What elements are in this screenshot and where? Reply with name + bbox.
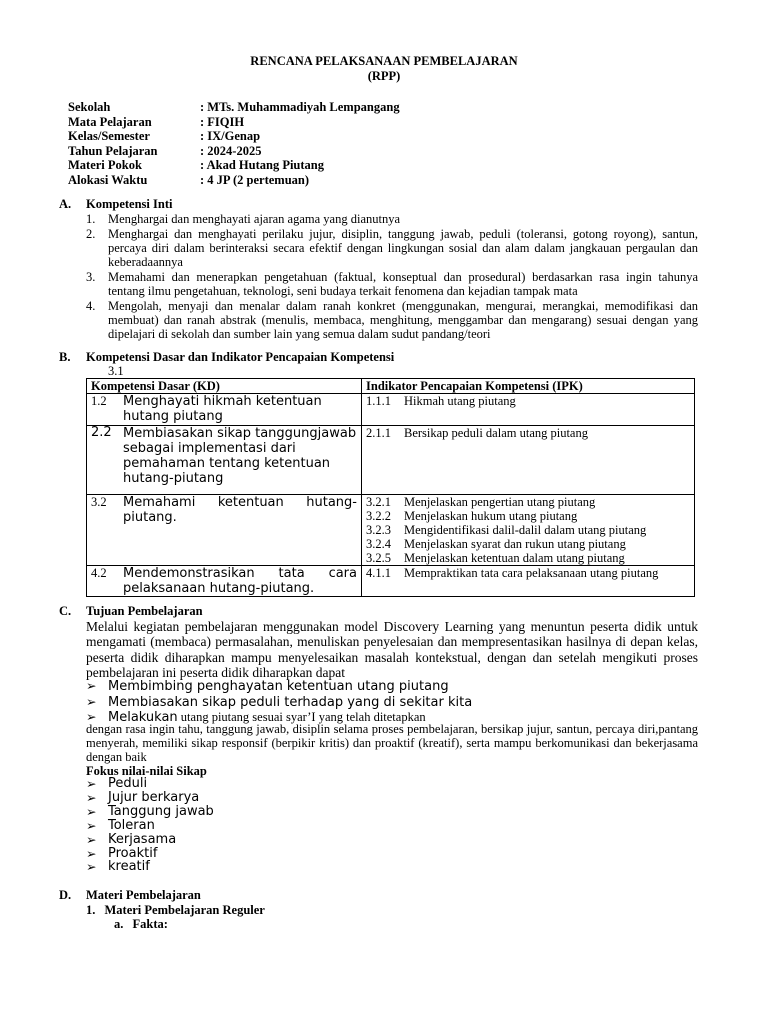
ipk-number: 2.1.1 (366, 425, 391, 440)
kd-number: 1.2 (91, 394, 107, 408)
kd-cell (87, 494, 362, 565)
info-value: : IX/Genap (200, 129, 261, 143)
section-d-heading (59, 888, 201, 902)
info-label: Tahun Pelajaran (68, 143, 158, 158)
arrow-bullet-icon: ➢ (86, 845, 97, 861)
info-row (68, 129, 400, 144)
info-label: Sekolah (68, 100, 111, 114)
kd-ipk-table (86, 378, 695, 597)
doc-title: RENCANA PELAKSANAAN PEMBELAJARAN (250, 54, 518, 68)
kd-number: 3.2 (91, 494, 107, 509)
ipk-number: 3.2.4 (366, 536, 391, 551)
kd-text: Membiasakan sikap tanggungjawab sebagai implementasi dari pemahaman tentang ketentuan hutang-piutang (123, 425, 357, 487)
section-title: Tujuan Pembelajaran (86, 604, 203, 618)
table-row (87, 425, 695, 494)
info-row (68, 144, 400, 159)
ipk-cell (362, 425, 695, 494)
value-text: kreatif (108, 859, 150, 875)
info-row (68, 173, 400, 188)
ipk-number: 3.2.3 (366, 522, 391, 537)
goal-text: Membiasakan sikap peduli terhadap yang di sekitar kita (108, 694, 473, 710)
subsection-1 (86, 903, 265, 917)
kd-cell (87, 565, 362, 597)
section-letter: B. (59, 350, 71, 364)
ipk-number: 3.2.1 (366, 494, 391, 509)
ipk-text: Bersikap peduli dalam utang piutang (404, 425, 588, 440)
kd-text: Menghayati hikmah ketentuan hutang piutang (123, 394, 322, 425)
section-title: Materi Pembelajaran (86, 888, 201, 902)
goal-text: Melakukan (108, 710, 178, 726)
arrow-bullet-icon: ➢ (86, 831, 97, 847)
subsection-letter: a. (114, 917, 124, 931)
list-item (86, 833, 214, 847)
ipk-text: Menjelaskan hukum utang piutang (404, 508, 578, 523)
list-item (86, 695, 472, 711)
arrow-bullet-icon: ➢ (86, 803, 97, 819)
ipk-text: Menjelaskan pengertian utang piutang (404, 494, 596, 509)
list-item (86, 212, 698, 226)
info-value: : 2024-2025 (200, 143, 262, 158)
value-text: Tanggung jawab (108, 803, 214, 819)
info-value: : MTs. Muhammadiyah Lempangang (200, 100, 400, 114)
arrow-bullet-icon: ➢ (86, 693, 97, 709)
list-item (86, 679, 472, 695)
ipk-text: Menjelaskan syarat dan rukun utang piutang (404, 536, 626, 551)
info-label: Mata Pelajaran (68, 114, 152, 129)
list-item (86, 777, 214, 791)
ipk-cell (362, 494, 695, 565)
table-row (87, 394, 695, 426)
info-value: : FIQIH (200, 114, 245, 129)
ipk-text: Hikmah utang piutang (404, 394, 516, 408)
arrow-bullet-icon: ➢ (86, 709, 97, 725)
list-item (86, 847, 214, 861)
info-row (68, 158, 400, 173)
ipk-cell (362, 565, 695, 597)
stray-number: 3.1 (108, 364, 124, 378)
section-title: Kompetensi Inti (86, 197, 173, 211)
kd-text: Mendemonstrasikan tata cara pelaksanaan hutang-piutang. (123, 565, 357, 596)
arrow-bullet-icon: ➢ (86, 789, 97, 805)
section-letter: C. (59, 604, 72, 618)
goal-list (86, 679, 472, 726)
subsection-number: 1. (86, 903, 96, 917)
list-item (86, 227, 698, 269)
kd-cell (87, 394, 362, 426)
section-b-heading (59, 350, 395, 364)
value-text: Peduli (108, 776, 148, 791)
item-number: 2. (86, 227, 96, 241)
ipk-number: 1.1.1 (366, 394, 391, 408)
value-text: Toleran (108, 817, 155, 833)
column-header-kd: Kompetensi Dasar (KD) (87, 379, 362, 394)
value-text: Kerjasama (108, 831, 177, 847)
list-item (86, 791, 214, 805)
values-list (86, 777, 214, 874)
item-text: Memahami dan menerapkan pengetahuan (faktual, konseptual dan prosedural) berdasarkan rasa ingin tahunya tentang ilmu pengetahuan, teknologi, seni budaya terkait fenomena dan kejadian tampak mata (108, 270, 698, 298)
info-label: Alokasi Waktu (68, 172, 148, 187)
ipk-text: Mengidentifikasi dalil-dalil dalam utang piutang (404, 522, 647, 537)
item-text: Menghargai dan menghayati ajaran agama yang dianutnya (108, 212, 401, 226)
ipk-cell (362, 394, 695, 426)
section-letter: D. (59, 888, 72, 902)
item-number: 4. (86, 299, 96, 313)
ipk-number: 3.2.2 (366, 508, 391, 523)
ipk-number: 3.2.5 (366, 550, 391, 565)
value-text: Jujur berkarya (108, 789, 200, 805)
identity-block (68, 100, 400, 187)
table-header-row (87, 379, 695, 394)
goal-text: Membimbing penghayatan ketentuan utang piutang (108, 679, 449, 694)
doc-subtitle: (RPP) (367, 69, 401, 83)
item-text: Mengolah, menyaji dan menalar dalam ranah konkret (menggunakan, mengurai, merangkai, memodifikasi dan membuat) dan ranah abstrak (menulis, membaca, menghitung, menggambar dan mengarang) sesuai dengan yang dipelajari di sekolah dan sumber lain yang semua dalam sudut pandang/teori (108, 299, 698, 341)
ipk-text: Menjelaskan ketentuan dalam utang piutang (404, 550, 625, 565)
value-text: Proaktif (108, 845, 158, 861)
ipk-number: 4.1.1 (366, 565, 391, 580)
table-row (87, 494, 695, 565)
item-number: 3. (86, 270, 96, 284)
kd-cell (87, 425, 362, 494)
item-text: Menghargai dan menghayati perilaku jujur, disiplin, tanggung jawab, peduli (toleransi, gotong royong), santun, percaya diri dalam berinteraksi secara efektif dengan lingkungan sosial dan alam dalam jangkauan pergaulan dan keberadaannya (108, 227, 698, 269)
arrow-bullet-icon: ➢ (86, 678, 97, 693)
kd-number: 4.2 (91, 565, 107, 580)
info-row (68, 100, 400, 115)
column-header-ipk: Indikator Pencapaian Kompetensi (IPK) (362, 379, 695, 394)
arrow-bullet-icon: ➢ (86, 817, 97, 833)
list-item (86, 860, 214, 874)
info-value: : 4 JP (2 pertemuan) (200, 172, 310, 187)
section-c-heading (59, 604, 203, 618)
kd-number: 2.2 (91, 424, 112, 440)
section-letter: A. (59, 197, 72, 211)
goal-text-tail: utang piutang sesuai syar’I yang telah ditetapkan (180, 710, 426, 725)
section-a-heading (59, 197, 173, 211)
info-value: : Akad Hutang Piutang (200, 158, 324, 172)
table-row (87, 565, 695, 597)
info-label: Materi Pokok (68, 158, 142, 172)
list-item (86, 805, 214, 819)
tujuan-closing: dengan rasa ingin tahu, tanggung jawab, disiplin selama proses pembelajaran, bersikap jujur, santun, percaya diri,pantang menyerah, memiliki sikap responsif (berpikir kritis) dan proaktif (kreatif), serta mampu berkomunikasi dan bekerjasama dengan baik (86, 722, 698, 764)
section-title: Kompetensi Dasar dan Indikator Pencapaian Kompetensi (86, 350, 395, 364)
subsection-1a (114, 917, 168, 931)
list-item (86, 299, 698, 341)
ipk-text: Mempraktikan tata cara pelaksanaan utang piutang (404, 565, 659, 580)
arrow-bullet-icon: ➢ (86, 776, 97, 791)
focus-heading: Fokus nilai-nilai Sikap (86, 764, 207, 778)
arrow-bullet-icon: ➢ (86, 859, 97, 875)
list-item (86, 819, 214, 833)
list-item (86, 270, 698, 298)
info-row (68, 115, 400, 130)
info-label: Kelas/Semester (68, 129, 150, 143)
kompetensi-inti-list (86, 212, 698, 342)
subsection-title: Fakta: (132, 917, 168, 931)
kd-text: Memahami ketentuan hutang-piutang. (123, 494, 357, 525)
subsection-title: Materi Pembelajaran Reguler (104, 903, 265, 917)
tujuan-intro: Melalui kegiatan pembelajaran menggunakan model Discovery Learning yang menuntun peserta didik untuk mengamati (membaca) permasalahan, menuliskan penyelesaian dan mempresentasikan hasilnya di depan kelas, peserta didik diharapkan mampu menyelesaikan masalah kontekstual, dengan dan setelah mengikuti proses pembelajaran ini peserta didik diharapkan dapat (86, 619, 698, 680)
item-number: 1. (86, 212, 96, 226)
